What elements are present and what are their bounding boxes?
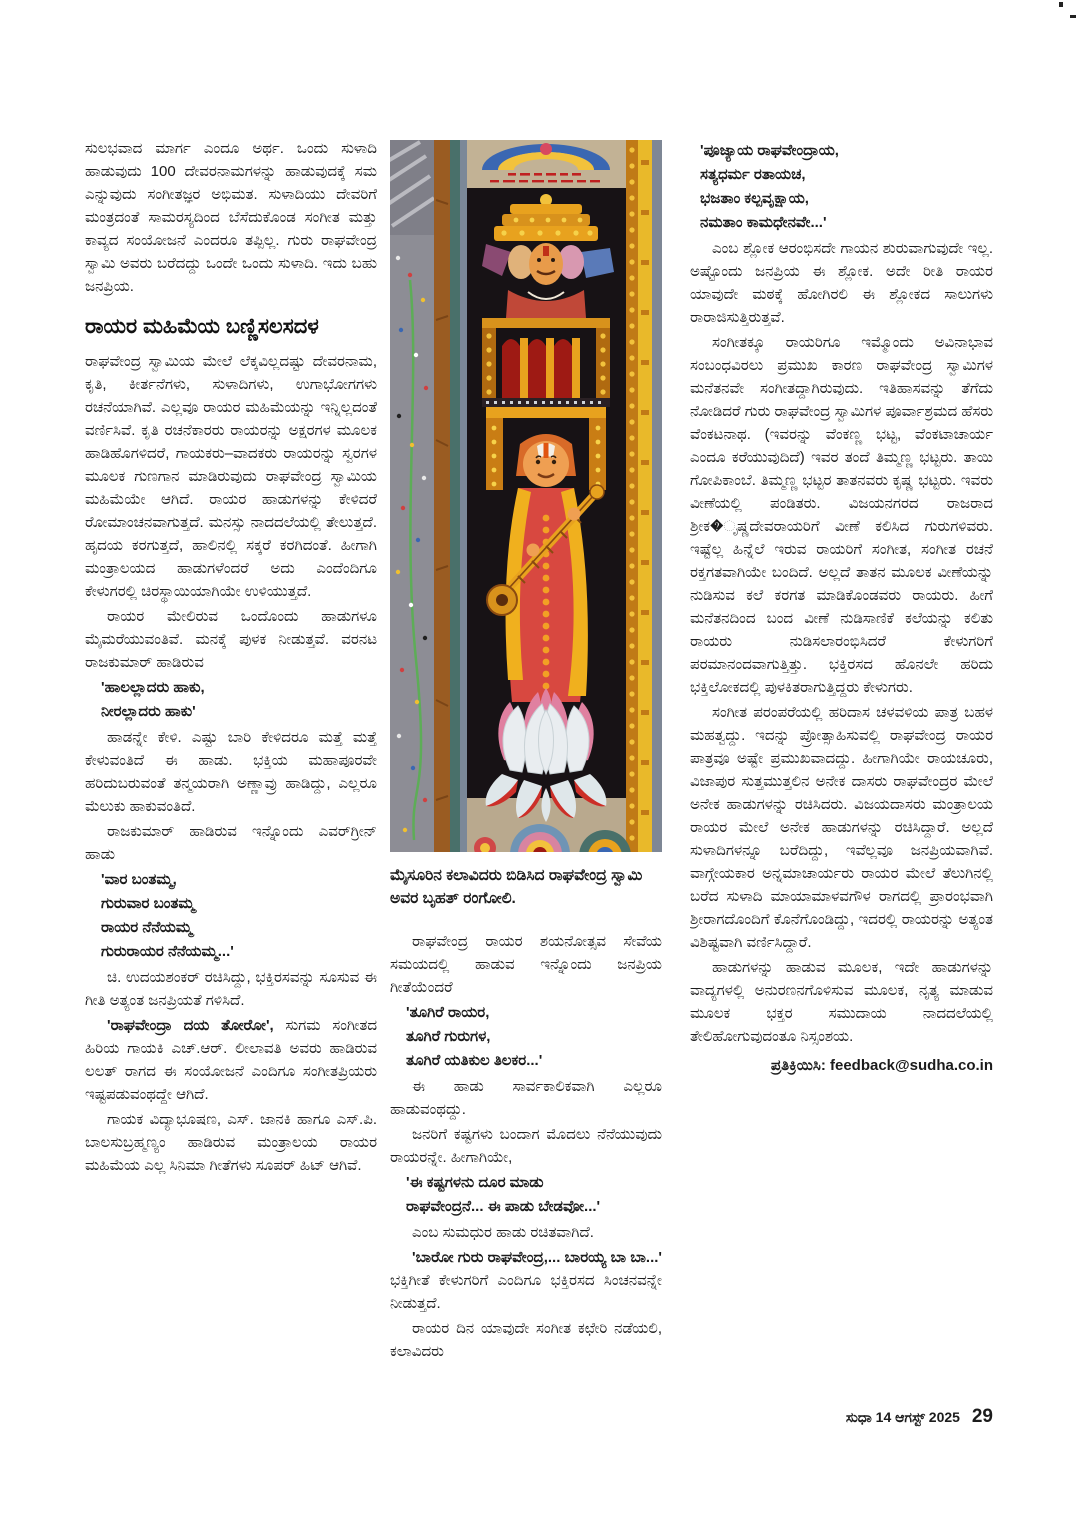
right-column bbox=[690, 137, 993, 1408]
dotted-border bbox=[626, 140, 662, 852]
rangoli-photo bbox=[390, 140, 662, 852]
page-footer bbox=[846, 1406, 993, 1428]
verse-line: ರಾಘವೇಂದ್ರನೆ... ಈ ಪಾಡು ಬೇಡವೋ...' bbox=[406, 1198, 601, 1215]
section-heading: ರಾಯರ ಮಹಿಮೆಯ ಬಣ್ಣಿಸಲಸದಳ bbox=[85, 315, 319, 338]
verse-line: 'ಈ ಕಷ್ಟಗಳನು ದೂರ ಮಾಡು bbox=[406, 1174, 544, 1191]
paragraph-text: ಭಕ್ತಿಗೀತೆ ಕೇಳುಗರಿಗೆ ಎಂದಿಗೂ ಭಕ್ತಿರಸದ ಸಿಂಚನವನ್ನೇ ನೀಡುತ್ತದೆ. bbox=[390, 1272, 662, 1312]
paragraph: ಸಂಗೀತಕ್ಕೂ ರಾಯರಿಗೂ ಇಮ್ಮೊಂದು ಅವಿನಾಭಾವ ಸಂಬಂಧವಿರಲು ಪ್ರಮುಖ ಕಾರಣ ರಾಘವೇಂದ್ರ ಸ್ವಾಮಿಗಳ ಮನೆತನವೇ ಸಂಗೀತದ್ದಾಗಿರುವುದು. ಇತಿಹಾಸವನ್ನು ತೆಗೆದು ನೋಡಿದರೆ ಗುರು ರಾಘವೇಂದ್ರ ಸ್ವಾಮಿಗಳ ಪೂರ್ವಾಶ್ರಮದ ಹೆಸರು ವೆಂಕಟನಾಥ. (ಇವರನ್ನು ವೆಂಕಣ್ಣ ಭಟ್ಟ, ವೆಂಕಟಾಚಾರ್ಯ ಎಂದೂ ಕರೆಯುವುದಿದೆ) ಇವರ ತಂದೆ ತಿಮ್ಮಣ್ಣ ಭಟ್ಟರು. ತಾಯಿ ಗೋಪಿಕಾಂಬೆ. ತಿಮ್ಮಣ್ಣ ಭಟ್ಟರ ತಾತನವರು ಕೃಷ್ಣ ಭಟ್ಟರು. ಇವರು ವೀಣೆಯಲ್ಲಿ ಪಂಡಿತರು. ವಿಜಯನಗರದ ರಾಜರಾದ ಶ್ರೀಕ�ೃಷ್ಣದೇವರಾಯರಿಗೆ ವೀಣೆ ಕಲಿಸಿದ ಗುರುಗಳಿವರು. ಇಷ್ಟೆಲ್ಲ ಹಿನ್ನೆಲೆ ಇರುವ ರಾಯರಿಗೆ ಸಂಗೀತ, ಸಂಗೀತ ರಚನೆ ರಕ್ತಗತವಾಗಿಯೇ ಬಂದಿದೆ. ಅಲ್ಲದೆ ತಾತನ ಮೂಲಕ ವೀಣೆಯನ್ನು ನುಡಿಸುವ ಕಲೆ ಕರಗತ ಮಾಡಿಕೊಂಡವರು ರಾಯರು. ಹೀಗೆ ಮನೆತನದಿಂದ ಬಂದ ವೀಣೆ ನುಡಿಸಾಣಿಕೆ ಕಲೆಯನ್ನು ಕಲಿತು ರಾಯರು ನುಡಿಸಲಾರಂಭಿಸಿದರೆ ಕೇಳುಗರಿಗೆ ಪರಮಾನಂದವಾಗುತ್ತಿತ್ತು. ಭಕ್ತಿರಸದ ಹೊನಲೇ ಹರಿದು ಭಕ್ತಿಲೋಕದಲ್ಲಿ ಪುಳಕಿತರಾಗುತ್ತಿದ್ದರು ಕೇಳುಗರು. bbox=[690, 334, 993, 696]
verse-line: 'ಪೂಜ್ಯಾಯ ರಾಘವೇಂದ್ರಾಯ, bbox=[700, 142, 839, 159]
paragraph: ಸಂಗೀತ ಪರಂಪರೆಯಲ್ಲಿ ಹರಿದಾಸ ಚಳವಳಿಯ ಪಾತ್ರ ಬಹಳ ಮಹತ್ವದ್ದು. ಇದನ್ನು ಪ್ರೋತ್ಸಾಹಿಸುವಲ್ಲಿ ರಾಘವೇಂದ್ರ ರಾಯರ ಪಾತ್ರವೂ ಅಷ್ಟೇ ಪ್ರಮುಖವಾದದ್ದು. ಹೀಗಾಗಿಯೇ ರಾಯಚೂರು, ವಿಜಾಪುರ ಸುತ್ತಮುತ್ತಲಿನ ಅನೇಕ ದಾಸರು ರಾಘವೇಂದ್ರರ ಮೇಲೆ ಅನೇಕ ಹಾಡುಗಳನ್ನು ರಚಿಸಿದರು. ವಿಜಯದಾಸರು ಮಂತ್ರಾಲಯ ರಾಯರ ಮೇಲೆ ಅನೇಕ ಹಾಡುಗಳನ್ನು ರಚಿಸಿದ್ದಾರೆ. ಅಲ್ಲದೆ ಸುಳಾದಿಗಳನ್ನೂ ಬರೆದಿದ್ದು, ಇವೆಲ್ಲವೂ ಜನಪ್ರಿಯವಾಗಿವೆ. ವಾಗ್ಗೇಯಕಾರ ಅನ್ನಮಾಚಾರ್ಯರು ರಾಯರ ಮೇಲೆ ತೆಲುಗಿನಲ್ಲಿ ಬರೆದ ಸುಳಾದಿ ಮಾಯಾಮಾಳವಗೌಳ ರಾಗದಲ್ಲಿ ಪ್ರಾರಂಭವಾಗಿ ಶ್ರೀರಾಗದೊಂದಿಗೆ ಕೊನೆಗೊಂಡಿದ್ದು, ಇದರಲ್ಲಿ ರಾಯರನ್ನು ಅತ್ಯಂತ ವಿಶಿಷ್ಟವಾಗಿ ವರ್ಣಿಸಿದ್ದಾರೆ. bbox=[690, 704, 993, 951]
song-verse bbox=[406, 1171, 662, 1219]
issue-date: ಸುಧಾ 14 ಆಗಸ್ಟ್ 2025 bbox=[845, 1409, 960, 1425]
verse-line: ಗುರುರಾಯರ ನೆನೆಯಮ್ಮ...' bbox=[101, 943, 234, 960]
registration-mark bbox=[1070, 15, 1076, 18]
page-number: 29 bbox=[971, 1406, 993, 1427]
inline-quote: 'ಬಾರೋ ಗುರು ರಾಘವೇಂದ್ರ,... ಬಾರಯ್ಯ ಬಾ ಬಾ...' bbox=[412, 1249, 662, 1266]
paragraph bbox=[85, 1014, 377, 1106]
verse-line: ಭಜತಾಂ ಕಲ್ಪವೃಕ್ಷಾಯ, bbox=[700, 190, 809, 207]
bottom-mandala bbox=[467, 824, 631, 852]
paragraph: ರಾಯರ ಮೇಲಿರುವ ಒಂದೊಂದು ಹಾಡುಗಳೂ ಮೈಮರೆಯುವಂತಿವೆ. ಮನಕ್ಕೆ ಪುಳಕ ನೀಡುತ್ತವೆ. ವರನಟ ರಾಜಕುಮಾರ್ ಹಾಡಿರುವ bbox=[85, 608, 377, 671]
feedback-line: ಪ್ರತಿಕ್ರಿಯಿಸಿ: feedback@sudha.co.in bbox=[770, 1057, 993, 1074]
paragraph: ಜನರಿಗೆ ಕಷ್ಟಗಳು ಬಂದಾಗ ಮೊದಲು ನೆನೆಯುವುದು ರಾಯರನ್ನೇ. ಹೀಗಾಗಿಯೇ, bbox=[390, 1126, 662, 1166]
verse-line: 'ಹಾಲಲ್ಲಾದರು ಹಾಕು, bbox=[101, 679, 205, 696]
song-verse bbox=[101, 676, 377, 724]
photo-caption: ಮೈಸೂರಿನ ಕಲಾವಿದರು ಬಿಡಿಸಿದ ರಾಘವೇಂದ್ರ ಸ್ವಾಮಿ ಅವರ ಬೃಹತ್ ರಂಗೋಲಿ. bbox=[390, 867, 643, 907]
verse-line: ನೀರಲ್ಲಾದರು ಹಾಕು' bbox=[101, 703, 196, 720]
verse-line: 'ತೂಗಿರೆ ರಾಯರ, bbox=[406, 1004, 490, 1021]
verse-line: ನಮತಾಂ ಕಾಮಧೇನವೇ...' bbox=[700, 214, 827, 231]
paragraph: ಹಾಡನ್ನೇ ಕೇಳಿ. ಎಷ್ಟು ಬಾರಿ ಕೇಳಿದರೂ ಮತ್ತೆ ಮತ್ತೆ ಕೇಳುವಂತಿದೆ ಈ ಹಾಡು. ಭಕ್ತಿಯ ಮಹಾಪೂರವೇ ಹರಿದುಬರುವಂತೆ ತನ್ಮಯರಾಗಿ ಅಣ್ಣಾವ್ರು ಹಾಡಿದ್ದು, ಎಲ್ಲರೂ ಮೆಲುಕು ಹಾಕುವಂತಿದೆ. bbox=[85, 729, 377, 815]
paragraph: ಗಾಯಕ ವಿದ್ಯಾಭೂಷಣ, ಎಸ್. ಜಾನಕಿ ಹಾಗೂ ಎಸ್.ಪಿ. ಬಾಲಸುಬ್ರಹ್ಮಣ್ಯಂ ಹಾಡಿರುವ ಮಂತ್ರಾಲಯ ರಾಯರ ಮಹಿಮೆಯ ಎಲ್ಲ ಸಿನಿಮಾ ಗೀತೆಗಳು ಸೂಪರ್ ಹಿಟ್ ಆಗಿವೆ. bbox=[85, 1111, 377, 1174]
verse-line: ತೂಗಿರೆ ಗುರುಗಳ, bbox=[406, 1028, 491, 1045]
top-banner bbox=[467, 140, 626, 188]
verse-line: ಗುರುವಾರ ಬಂತಮ್ಮ bbox=[101, 895, 195, 912]
rangoli-photo-art bbox=[390, 140, 662, 852]
street-scene bbox=[390, 140, 434, 852]
paragraph bbox=[390, 1246, 662, 1315]
paragraph: ಎಂಬ ಸುಮಧುರ ಹಾಡು ರಚಿತವಾಗಿದೆ. bbox=[412, 1224, 594, 1241]
verse-line: 'ವಾರ ಬಂತಮ್ಮ, bbox=[101, 871, 177, 888]
paragraph: ಸುಲಭವಾದ ಮಾರ್ಗ ಎಂದೂ ಅರ್ಥ. ಒಂದು ಸುಳಾದಿ ಹಾಡುವುದು 100 ದೇವರನಾಮಗಳನ್ನು ಹಾಡುವುದಕ್ಕೆ ಸಮ ಎನ್ನುವುದು ಸಂಗೀತಜ್ಞರ ಅಭಿಮತ. ಸುಳಾದಿಯು ದೇವರಿಗೆ ಮಂತ್ರದಂತೆ ಸಾಮರಸ್ಯದಿಂದ ಬೆಸೆದುಕೊಂಡ ಸಂಗೀತ ಮತ್ತು ಕಾವ್ಯದ ಸಂಯೋಜನೆ ಎಂದರೂ ತಪ್ಪಿಲ್ಲ. ಗುರು ರಾಘವೇಂದ್ರ ಸ್ವಾಮಿ ಅವರು ಬರೆದದ್ದು ಒಂದೇ ಒಂದು ಸುಳಾದಿ. ಇದು ಬಹು ಜನಪ್ರಿಯ. bbox=[85, 140, 377, 295]
paragraph: ಹಾಡುಗಳನ್ನು ಹಾಡುವ ಮೂಲಕ, ಇದೇ ಹಾಡುಗಳನ್ನು ವಾದ್ಯಗಳಲ್ಲಿ ಅನುರಣನಗೊಳಿಸುವ ಮೂಲಕ, ನೃತ್ಯ ಮಾಡುವ ಮೂಲಕ ಭಕ್ತರ ಸಮುದಾಯ ನಾದದಲೆಯಲ್ಲಿ ತೇಲಿಹೋಗುವುದಂತೂ ನಿಸ್ಸಂಶಯ. bbox=[690, 959, 993, 1045]
verse-line: ಸತ್ಯಧರ್ಮ ರತಾಯಚ, bbox=[700, 166, 806, 183]
paragraph: ರಾಯರ ದಿನ ಯಾವುದೇ ಸಂಗೀತ ಕಛೇರಿ ನಡೆಯಲಿ, ಕಲಾವಿದರು bbox=[390, 1320, 662, 1360]
inline-quote: 'ರಾಘವೇಂದ್ರಾ ದಯ ತೋರೋ', bbox=[107, 1017, 274, 1034]
paragraph: ಈ ಹಾಡು ಸಾರ್ವಕಾಲಿಕವಾಗಿ ಎಲ್ಲರೂ ಹಾಡುವಂಥದ್ದು. bbox=[390, 1078, 662, 1118]
paragraph: ರಾಘವೇಂದ್ರ ರಾಯರ ಶಯನೋತ್ಸವ ಸೇವೆಯ ಸಮಯದಲ್ಲಿ ಹಾಡುವ ಇನ್ನೊಂದು ಜನಪ್ರಿಯ ಗೀತೆಯೆಂದರೆ bbox=[390, 933, 662, 996]
shloka-verse bbox=[700, 139, 993, 235]
middle-column bbox=[390, 140, 662, 1408]
paragraph-text: ಸುಗಮ ಸಂಗೀತದ ಹಿರಿಯ ಗಾಯಕಿ ಎಚ್.ಆರ್. ಲೀಲಾವತಿ ಅವರು ಹಾಡಿರುವ ಲಲತ್ ರಾಗದ ಈ ಸಂಯೋಜನೆ ಎಂದಿಗೂ ಸಂಗೀತಪ್ರಿಯರು ಇಷ್ಟಪಡುವಂಥದ್ದೇ ಆಗಿದೆ. bbox=[85, 1017, 377, 1103]
verse-line: ತೂಗಿರೆ ಯತಿಕುಲ ತಿಲಕರ...' bbox=[406, 1052, 543, 1069]
left-column bbox=[85, 137, 377, 1408]
paragraph: ರಾಜಕುಮಾರ್ ಹಾಡಿರುವ ಇನ್ನೊಂದು ಎವರ್‌ಗ್ರೀನ್ ಹಾಡು bbox=[85, 823, 377, 863]
paragraph: ಚಿ. ಉದಯಶಂಕರ್ ರಚಿಸಿದ್ದು, ಭಕ್ತಿರಸವನ್ನು ಸೂಸುವ ಈ ಗೀತಿ ಅತ್ಯಂತ ಜನಪ್ರಿಯತೆ ಗಳಿಸಿದೆ. bbox=[85, 969, 377, 1009]
paragraph: ಎಂಬ ಶ್ಲೋಕ ಆರಂಭಿಸದೇ ಗಾಯನ ಶುರುವಾಗುವುದೇ ಇಲ್ಲ. ಅಷ್ಟೊಂದು ಜನಪ್ರಿಯ ಈ ಶ್ಲೋಕ. ಅದೇ ರೀತಿ ರಾಯರ ಯಾವುದೇ ಮಠಕ್ಕೆ ಹೋಗಿರಲಿ ಈ ಶ್ಲೋಕದ ಸಾಲುಗಳು ರಾರಾಜಿಸುತ್ತಿರುತ್ತವೆ. bbox=[690, 240, 993, 326]
song-verse bbox=[101, 868, 377, 964]
song-verse bbox=[406, 1001, 662, 1073]
verse-line: ರಾಯರ ನೆನೆಯಮ್ಮ bbox=[101, 919, 193, 936]
registration-mark bbox=[1059, 2, 1063, 7]
paragraph: ರಾಘವೇಂದ್ರ ಸ್ವಾಮಿಯ ಮೇಲೆ ಲೆಕ್ಕವಿಲ್ಲದಷ್ಟು ದೇವರನಾಮ, ಕೃತಿ, ಕೀರ್ತನೆಗಳು, ಸುಳಾದಿಗಳು, ಉಗಾಭೋಗಗಳು ರಚನೆಯಾಗಿವೆ. ಎಲ್ಲವೂ ರಾಯರ ಮಹಿಮೆಯನ್ನು ಇನ್ನಿಲ್ಲದಂತೆ ವರ್ಣಿಸಿವೆ. ಕೃತಿ ರಚನೆಕಾರರು ರಾಯರನ್ನು ಅಕ್ಷರಗಳ ಮೂಲಕ ಹಾಡಿಹೊಗಳಿದರೆ, ಗಾಯಕರು–ವಾದಕರು ರಾಯರನ್ನು ಸ್ವರಗಳ ಮೂಲಕ ಗುಣಗಾನ ಮಾಡಿರುವುದು ರಾಘವೇಂದ್ರ ಸ್ವಾಮಿಯ ಮಹಿಮೆಯೇ ಆಗಿದೆ. ರಾಯರ ಹಾಡುಗಳನ್ನು ಕೇಳಿದರೆ ರೋಮಾಂಚನವಾಗುತ್ತದೆ. ಮನಸ್ಸು ನಾದದಲೆಯಲ್ಲಿ ತೇಲುತ್ತದೆ. ಹೃದಯ ಕರಗುತ್ತದೆ, ಹಾಲಿನಲ್ಲಿ ಸಕ್ಕರೆ ಕರಗಿದಂತೆ. ಹೀಗಾಗಿ ಮಂತ್ರಾಲಯದ ಹಾಡುಗಳೆಂದರೆ ಅದು ಎಂದೆಂದಿಗೂ ಕೇಳುಗರಲ್ಲಿ ಚಿರಸ್ಥಾಯಿಯಾಗಿಯೇ ಉಳಿಯುತ್ತದೆ. bbox=[85, 353, 377, 600]
